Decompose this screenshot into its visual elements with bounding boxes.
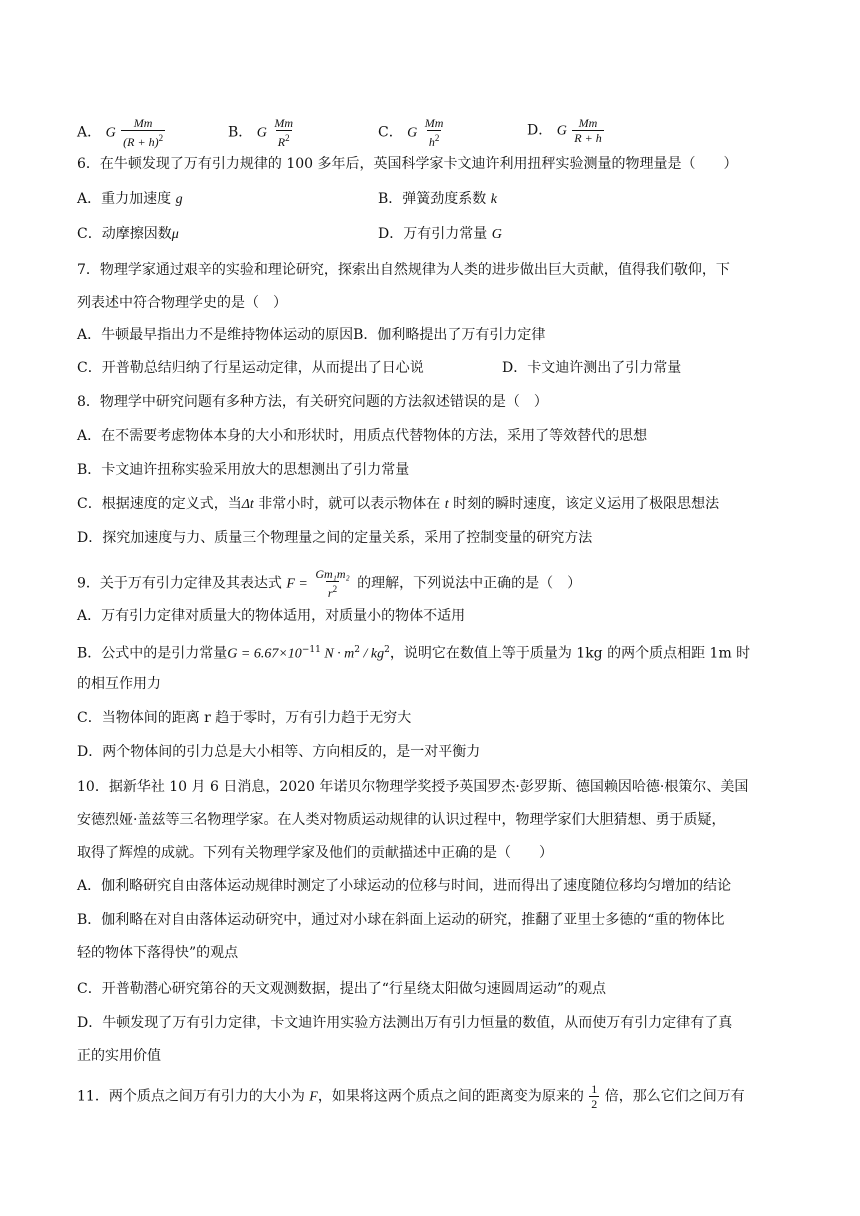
formula-fraction [572, 116, 603, 145]
q10-option-c: C．开普勒潜心研究第谷的天文观测数据，提出了“行星绕太阳做匀速圆周运动”的观点 [77, 981, 607, 997]
denominator: $R^2$ [276, 130, 292, 149]
q5-option-a [77, 116, 166, 149]
q9-option-b-cont: 的相互作用力 [77, 676, 161, 692]
q9-option-a: A．万有引力定律对质量大的物体适用，对质量小的物体不适用 [77, 608, 466, 624]
gravitation-formula-fraction: $\frac{\text{Gm₁m₂}}{r^2}$ [315, 567, 350, 600]
formula-fraction [272, 116, 295, 149]
q9-option-c: C．当物体间的距离 r 趋于零时，万有引力趋于无穷大 [77, 710, 412, 726]
q7-option-ab: A．牛顿最早指出力不是维持物体运动的原因B．伽利略提出了万有引力定律 [77, 327, 546, 343]
option-letter: B． [228, 124, 253, 141]
q10-stem-line2: 安德烈娅·盖兹等三名物理学家。在人类对物质运动规律的认识过程中，物理学家们大胆猜想、勇于质疑， [77, 812, 726, 828]
q9-option-d: D．两个物体间的引力总是大小相等、方向相反的，是一对平衡力 [77, 744, 481, 760]
q6-stem: 6．在牛顿发现了万有引力规律的 100 多年后，英国科学家卡文迪许利用扭秤实验测量的物理量是（ ） [77, 156, 738, 172]
denominator: $h^2$ [427, 130, 442, 149]
q7-option-d: D．卡文迪许测出了引力常量 [502, 360, 682, 376]
formula-g: G [256, 125, 267, 141]
q10-option-a: A．伽利略研究自由落体运动规律时测定了小球运动的位移与时间，进而得出了速度随位移均匀增加的结论 [77, 878, 732, 894]
q10-option-b-line2: 轻的物体下落得快”的观点 [77, 945, 239, 961]
q6-option-a: A．重力加速度 g [77, 191, 183, 207]
q8-stem: 8．物理学中研究问题有多种方法，有关研究问题的方法叙述错误的是（ ） [77, 394, 548, 410]
q8-option-a: A．在不需要考虑物体本身的大小和形状时，用质点代替物体的方法，采用了等效替代的思想 [77, 428, 648, 444]
q7-option-c: C．开普勒总结归纳了行星运动定律，从而提出了日心说 [77, 360, 424, 376]
option-letter: C． [378, 124, 403, 141]
q6-option-d: D．万有引力常量 G [378, 226, 502, 242]
q11-stem: 11．两个质点之间万有引力的大小为 F，如果将这两个质点之间的距离变为原来的 $\frac{1}{2}$ 倍，那么它们之间万有 [77, 1082, 745, 1111]
q6-option-b: B．弹簧劲度系数 k [378, 191, 497, 207]
formula-g: G [556, 123, 567, 139]
q9-stem: 9．关于万有引力定律及其表达式 F = $\frac{\text{Gm₁m₂}}{r^2}$ 的理解，下列说法中正确的是（ ） [77, 567, 582, 600]
q5-option-d [527, 116, 605, 145]
q10-option-d-line2: 正的实用价值 [77, 1048, 161, 1064]
q5-option-b [228, 116, 296, 149]
denominator: $(R + h)^2$ [121, 130, 165, 149]
q8-option-d: D．探究加速度与力、质量三个物理量之间的定量关系，采用了控制变量的研究方法 [77, 530, 593, 546]
formula-fraction [423, 116, 446, 149]
option-letter: D． [527, 122, 553, 139]
q7-stem-line1: 7．物理学家通过艰辛的实验和理论研究，探索出自然规律为人类的进步做出巨大贡献，值得我们敬仰，下 [77, 262, 730, 278]
q10-option-d-line1: D．牛顿发现了万有引力定律，卡文迪许用实验方法测出万有引力恒量的数值，从而使万有引力定律有了真 [77, 1015, 733, 1031]
numerator: Mm [578, 116, 598, 130]
formula-g: G [105, 125, 116, 141]
q10-stem-line1: 10．据新华社 10 月 6 日消息，2020 年诺贝尔物理学奖授予英国罗杰·彭罗斯、德国赖因哈德·根策尔、美国 [77, 779, 749, 795]
q9-option-b: B．公式中的是引力常量$G = 6.67\times 10^{-11}$ $N \cdot m^2 / kg^2$，说明它在数值上等于质量为 1kg 的两个质点相距 1m 时 [77, 645, 751, 662]
q10-stem-line3: 取得了辉煌的成就。下列有关物理学家及他们的贡献描述中正确的是（ ） [77, 845, 553, 861]
q6-option-c: C．动摩擦因数μ [77, 226, 179, 242]
option-letter: A． [77, 124, 102, 141]
denominator: R + h [574, 131, 602, 145]
numerator: Mm [274, 116, 293, 130]
q7-stem-line2: 列表述中符合物理学史的是（ ） [77, 295, 287, 311]
formula-fraction [121, 116, 165, 149]
numerator: Mm [424, 116, 444, 130]
q8-option-b: B．卡文迪许扭称实验采用放大的思想测出了引力常量 [77, 462, 410, 478]
formula-lhs: F = [286, 576, 308, 592]
half-fraction: $\frac{1}{2}$ [591, 1082, 598, 1111]
numerator: Mm [133, 116, 153, 130]
q10-option-b-line1: B．伽利略在对自由落体运动研究中，通过对小球在斜面上运动的研究，推翻了亚里士多德的“重的物体比 [77, 912, 725, 928]
q8-option-c: C．根据速度的定义式，当Δt 非常小时，就可以表示物体在 t 时刻的瞬时速度，该定义运用了极限思想法 [77, 496, 720, 512]
q5-option-c [378, 116, 446, 149]
formula-g: G [407, 125, 418, 141]
